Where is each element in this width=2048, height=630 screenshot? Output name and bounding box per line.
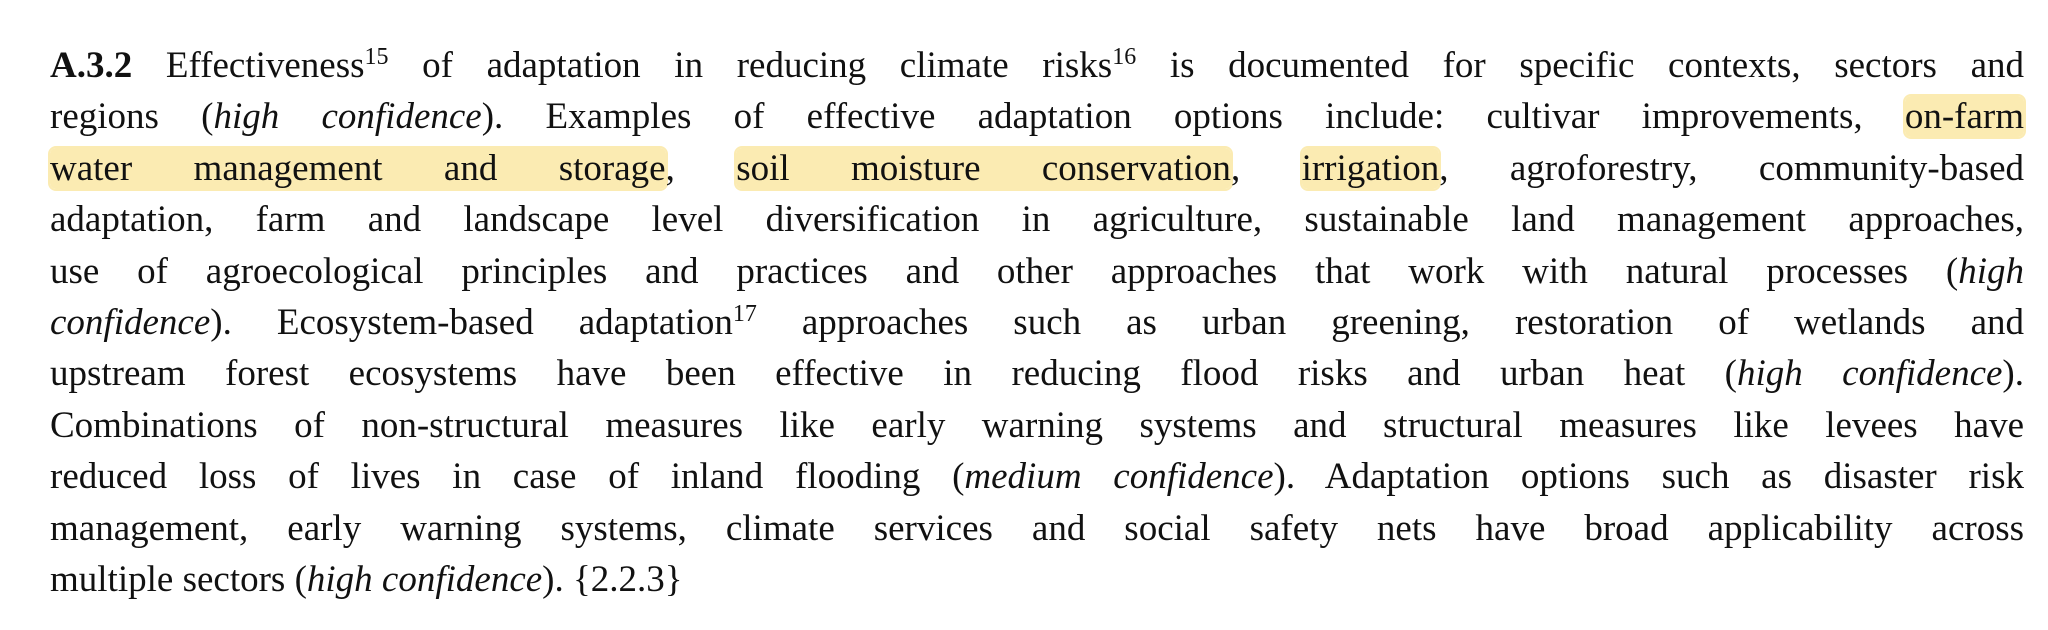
text-run: ). Ecosystem-based adaptation xyxy=(210,302,733,344)
text-run: ). Examples of effective adaptation options include: cultivar improvements, xyxy=(481,96,1905,138)
text-line xyxy=(50,400,2024,451)
text-line xyxy=(50,91,2024,142)
text-run: management, early warning systems, climate services and social safety nets have broad applicability across xyxy=(50,507,2024,549)
italic-text: high xyxy=(1958,250,2024,292)
italic-text: confidence xyxy=(50,302,211,344)
footnote-ref: 17 xyxy=(732,301,757,328)
text-line xyxy=(50,143,2024,194)
text-run: , xyxy=(665,147,737,189)
italic-text: high confidence xyxy=(1736,353,2003,395)
text-run: multiple sectors ( xyxy=(50,559,307,601)
text-run: , agroforestry, community-based xyxy=(1439,147,2025,189)
highlighted-text: on-farm xyxy=(1904,96,2025,138)
highlighted-text: water management and storage xyxy=(50,147,666,189)
text-run: is documented for specific contexts, sectors and xyxy=(1136,45,2024,86)
text-run: reduced loss of lives in case of inland flooding ( xyxy=(50,456,965,498)
italic-text: medium confidence xyxy=(964,456,1274,498)
text-run: Combinations of non-structural measures like early warning systems and structural measures like levees have xyxy=(50,404,2024,446)
text-run: Effectiveness xyxy=(165,45,365,86)
text-run: regions ( xyxy=(50,96,214,138)
text-run: ). xyxy=(2002,353,2024,395)
highlighted-text: irrigation xyxy=(1301,147,1440,189)
italic-text: high confidence xyxy=(306,559,543,601)
text-line xyxy=(50,246,2024,297)
text-line xyxy=(50,554,2024,605)
text-line xyxy=(50,503,2024,554)
text-line xyxy=(50,348,2024,399)
text-run: use of agroecological principles and practices and other approaches that work with natural processes ( xyxy=(50,250,1959,292)
document-page xyxy=(50,40,2024,605)
footnote-ref: 15 xyxy=(364,44,389,70)
italic-text: high confidence xyxy=(213,96,482,138)
text-run: adaptation, farm and landscape level diversification in agriculture, sustainable land management approaches, xyxy=(50,199,2024,241)
section-number: A.3.2 xyxy=(50,45,133,86)
text-line xyxy=(50,297,2024,348)
text-run: ). Adaptation options such as disaster risk xyxy=(1273,456,2024,498)
text-line xyxy=(50,451,2024,502)
footnote-ref: 16 xyxy=(1112,44,1137,70)
text-run: of adaptation in reducing climate risks xyxy=(388,45,1113,86)
text-run: upstream forest ecosystems have been effective in reducing flood risks and urban heat ( xyxy=(50,353,1737,395)
text-line xyxy=(50,194,2024,245)
paragraph-a-3-2 xyxy=(50,40,2024,605)
text-run: ). {2.2.3} xyxy=(542,559,683,601)
text-line xyxy=(50,40,2024,91)
highlighted-text: soil moisture conservation xyxy=(736,147,1231,189)
text-run: , xyxy=(1230,147,1302,189)
text-run: approaches such as urban greening, restoration of wetlands and xyxy=(756,302,2025,344)
